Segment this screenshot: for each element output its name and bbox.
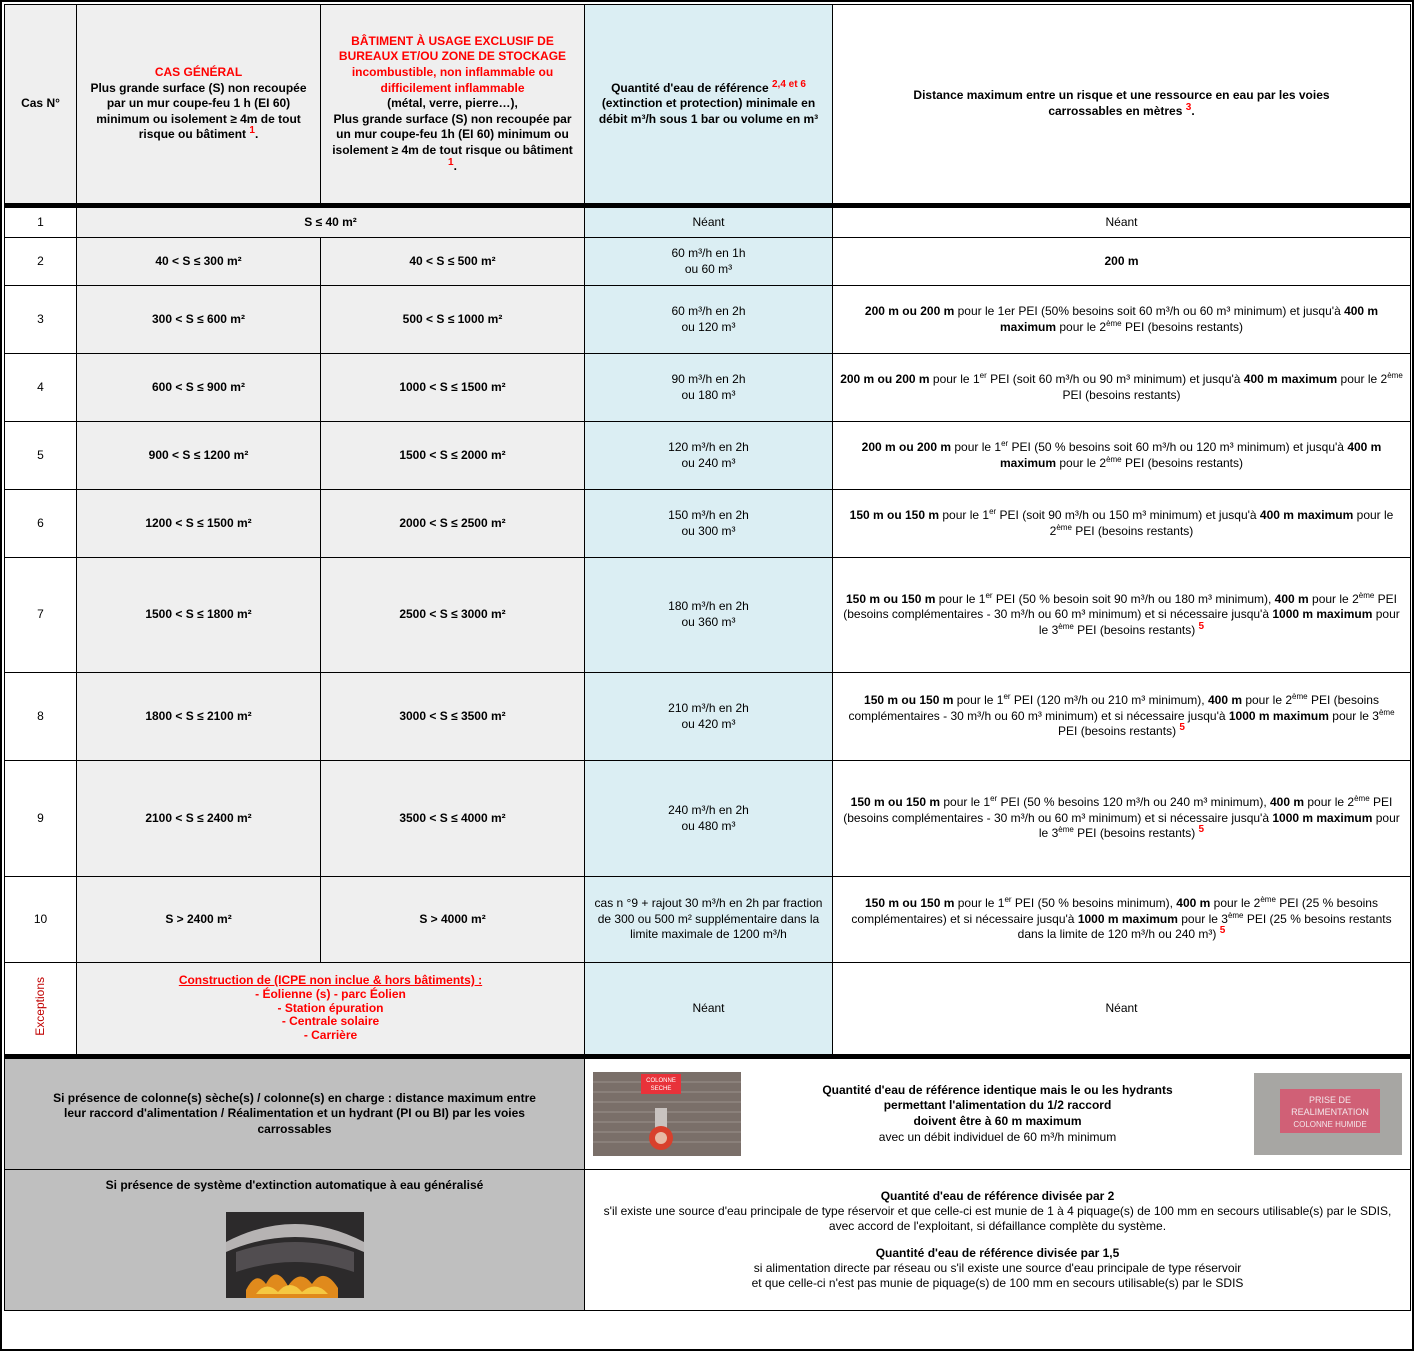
row-5-quantity-volume: ou 240 m³ xyxy=(681,455,736,470)
row-4-distance: 200 m ou 200 m pour le 1er PEI (soit 60 m³/h ou 90 m³ minimum) et jusqu'à 400 m maximum pour le 2ème PEI (besoins restants) xyxy=(833,354,1411,422)
row-1-number: 1 xyxy=(5,206,77,238)
footnote-5: 5 xyxy=(1219,925,1226,937)
footnote-5: 5 xyxy=(1198,824,1205,836)
row-3-surface-general: 300 < S ≤ 600 m² xyxy=(77,286,321,354)
row-5-surface-general: 900 < S ≤ 1200 m² xyxy=(77,422,321,490)
header-quantite-b: (extinction et protection) minimale en débit m³/h sous 1 bar ou volume en m³ xyxy=(598,96,819,126)
row-9-quantity-rate: 240 m³/h en 2h xyxy=(668,802,749,817)
row-4-quantity xyxy=(585,354,833,422)
header-bureaux-title: BÂTIMENT À USAGE EXCLUSIF DE BUREAUX ET/OU ZONE DE STOCKAGE incombustible, non inflammable ou difficilement inflammable xyxy=(338,33,567,95)
row-2-quantity-rate: 60 m³/h en 1h xyxy=(671,245,746,260)
footnote-3: 3 xyxy=(1185,102,1192,113)
table-row xyxy=(5,558,1411,673)
row-5-number: 5 xyxy=(5,422,77,490)
row-9-surface-general: 2100 < S ≤ 2400 m² xyxy=(77,761,321,877)
prise-realimentation-photo xyxy=(1254,1073,1402,1155)
row-9-distance: 150 m ou 150 m pour le 1er PEI (50 % besoins 120 m³/h ou 240 m³ minimum), 400 m pour le 2ème PEI (besoins complémentaires - 30 m³/h ou 60 m³ minimum) et si nécessaire jusqu'à 1000 m maximum pour le 3ème PEI (besoins restants) $^5$ xyxy=(833,761,1411,877)
header-row xyxy=(5,5,1411,206)
row-7-quantity xyxy=(585,558,833,673)
row-3-quantity-rate: 60 m³/h en 2h xyxy=(671,303,746,318)
photo1-label-2: SECHE xyxy=(650,1086,672,1092)
colonne-text xyxy=(741,1083,1254,1145)
header-quantite xyxy=(585,5,833,206)
extinction-condition-text: Si présence de système d'extinction automatique à eau généralisé xyxy=(105,1177,484,1192)
row-6-quantity xyxy=(585,490,833,558)
row-4-quantity-rate: 90 m³/h en 2h xyxy=(671,371,746,386)
row-5-quantity xyxy=(585,422,833,490)
row-7-quantity-volume: ou 360 m³ xyxy=(681,615,736,629)
header-cas-general-text: Plus grande surface (S) non recoupée par un mur coupe-feu 1 h (EI 60) minimum ou isolement ≥ 4m de tout risque ou bâtiment xyxy=(90,80,307,142)
row-9-quantity xyxy=(585,761,833,877)
colonne-condition: Si présence de colonne(s) sèche(s) / colonne(s) en charge : distance maximum entre leur raccord d'alimentation / Réalimentation et un hydrant (PI ou BI) par les voies carrossables xyxy=(5,1057,585,1170)
header-cas-general-title: CAS GÉNÉRAL xyxy=(154,65,243,80)
row-4-number: 4 xyxy=(5,354,77,422)
row-8-distance: 150 m ou 150 m pour le 1er PEI (120 m³/h ou 210 m³ minimum), 400 m pour le 2ème PEI (besoins complémentaires - 30 m³/h ou 60 m³ minimum) et si nécessaire jusqu'à 1000 m maximum pour le 3ème PEI (besoins restants) $^5$ xyxy=(833,673,1411,761)
extinction-half-condition: s'il existe une source d'eau principale de type réservoir et que celle-ci est munie de 1 à 4 piquage(s) de 100 mm en secours utilisable(s) par le SDIS, avec accord de l'exploitant, si défaillance complète du système. xyxy=(603,1204,1392,1233)
footnote-1: 1 xyxy=(249,125,255,137)
table-row xyxy=(5,354,1411,422)
header-bureaux: BÂTIMENT À USAGE EXCLUSIF DE BUREAUX ET/OU ZONE DE STOCKAGE incombustible, non inflammable ou difficilement inflammable (métal, verre, pierre…), Plus grande surface (S) non recoupée par un mur coupe-feu 1h (EI 60) minimum ou isolement ≥ 4m de tout risque ou bâtiment $^1$. xyxy=(321,5,585,206)
row-5-surface-bureaux: 1500 < S ≤ 2000 m² xyxy=(321,422,585,490)
colonne-requirement xyxy=(585,1057,1411,1170)
row-2-surface-general: 40 < S ≤ 300 m² xyxy=(77,238,321,286)
extinction-one-half-condition-a: si alimentation directe par réseau ou s'il existe une source d'eau principale de type réservoir xyxy=(753,1261,1242,1275)
extinction-one-half-condition-b: et que celle-ci n'est pas munie de piquage(s) de 100 mm en secours utilisable(s) par le SDIS xyxy=(751,1276,1244,1290)
exceptions-item: - Éolienne (s) - parc Éolien xyxy=(255,986,406,1001)
colonne-text-line: avec un débit individuel de 60 m³/h minimum xyxy=(878,1129,1117,1144)
extinction-requirement xyxy=(585,1170,1411,1311)
row-1-distance: Néant xyxy=(833,206,1411,238)
row-6-distance: 150 m ou 150 m pour le 1er PEI (soit 90 m³/h ou 150 m³ minimum) et jusqu'à 400 m maximum pour le 2ème PEI (besoins restants) xyxy=(833,490,1411,558)
row-3-surface-bureaux: 500 < S ≤ 1000 m² xyxy=(321,286,585,354)
header-distance: Distance maximum entre un risque et une ressource en eau par les voies carrossables en mètres $^3$. xyxy=(833,5,1411,206)
row-2-number: 2 xyxy=(5,238,77,286)
row-8-surface-general: 1800 < S ≤ 2100 m² xyxy=(77,673,321,761)
row-8-quantity-volume: ou 420 m³ xyxy=(681,716,736,731)
row-9-surface-bureaux: 3500 < S ≤ 4000 m² xyxy=(321,761,585,877)
row-3-quantity-volume: ou 120 m³ xyxy=(681,319,736,334)
exceptions-distance: Néant xyxy=(833,963,1411,1057)
colonne-text-line: permettant l'alimentation du 1/2 raccord xyxy=(883,1098,1112,1113)
exceptions-constructions xyxy=(77,963,585,1057)
table-row xyxy=(5,238,1411,286)
row-9-number: 9 xyxy=(5,761,77,877)
row-6-surface-bureaux: 2000 < S ≤ 2500 m² xyxy=(321,490,585,558)
exceptions-quantity: Néant xyxy=(585,963,833,1057)
row-6-quantity-volume: ou 300 m³ xyxy=(681,523,736,538)
row-9-quantity-volume: ou 480 m³ xyxy=(681,818,736,833)
table-row xyxy=(5,490,1411,558)
row-2-quantity xyxy=(585,238,833,286)
row-8-number: 8 xyxy=(5,673,77,761)
extinction-half: Quantité d'eau de référence divisée par 2 xyxy=(880,1189,1115,1203)
row-3-quantity xyxy=(585,286,833,354)
water-requirements-table xyxy=(4,4,1411,1311)
header-cas-general: CAS GÉNÉRAL Plus grande surface (S) non recoupée par un mur coupe-feu 1 h (EI 60) minimum ou isolement ≥ 4m de tout risque ou bâtiment $^1$. xyxy=(77,5,321,206)
row-8-surface-bureaux: 3000 < S ≤ 3500 m² xyxy=(321,673,585,761)
row-10-distance: 150 m ou 150 m pour le 1er PEI (50 % besoins minimum), 400 m pour le 2ème PEI (25 % besoins complémentaires) et si nécessaire jusqu'à 1000 m maximum pour le 3ème PEI (25 % besoins restants dans la limite de 120 m³/h ou 240 m³) $^5$ xyxy=(833,877,1411,963)
header-bureaux-text: Plus grande surface (S) non recoupée par un mur coupe-feu 1h (EI 60) minimum ou isolement ≥ 4m de tout risque ou bâtiment xyxy=(332,111,573,157)
row-10-surface-bureaux: S > 4000 m² xyxy=(321,877,585,963)
row-7-distance: 150 m ou 150 m pour le 1er PEI (50 % besoin soit 90 m³/h ou 180 m³ minimum), 400 m pour le 2ème PEI (besoins complémentaires - 30 m³/h ou 60 m³ minimum) et si nécessaire jusqu'à 1000 m maximum pour le 3ème PEI (besoins restants) $^5$ xyxy=(833,558,1411,673)
row-4-surface-general: 600 < S ≤ 900 m² xyxy=(77,354,321,422)
row-10-quantity: cas n °9 + rajout 30 m³/h en 2h par fraction de 300 ou 500 m² supplémentaire dans la limite maximale de 1200 m³/h xyxy=(585,877,833,963)
extinction-row xyxy=(5,1170,1411,1311)
row-7-surface-bureaux: 2500 < S ≤ 3000 m² xyxy=(321,558,585,673)
exceptions-item: - Station épuration xyxy=(277,1000,384,1015)
row-5-quantity-rate: 120 m³/h en 2h xyxy=(668,439,749,454)
row-3-distance: 200 m ou 200 m pour le 1er PEI (50% besoins soit 60 m³/h ou 60 m³ minimum) et jusqu'à 400 m maximum pour le 2ème PEI (besoins restants) xyxy=(833,286,1411,354)
table-row xyxy=(5,206,1411,238)
colonne-text-line: doivent être à 60 m maximum xyxy=(913,1114,1082,1128)
footnote-246: 2,4 et 6 xyxy=(772,78,806,90)
footnote-5: 5 xyxy=(1179,722,1185,734)
footnote-5: 5 xyxy=(1198,620,1205,632)
row-1-quantity: Néant xyxy=(585,206,833,238)
colonne-text-line: Quantité d'eau de référence identique mais le ou les hydrants xyxy=(822,1082,1173,1097)
photo1-label-1: COLONNE xyxy=(646,1078,676,1084)
photo2-label-1: PRISE DE xyxy=(1308,1095,1352,1105)
row-2-surface-bureaux: 40 < S ≤ 500 m² xyxy=(321,238,585,286)
table-row xyxy=(5,761,1411,877)
extinction-condition xyxy=(5,1170,585,1311)
exceptions-item: - Carrière xyxy=(303,1028,358,1043)
row-6-quantity-rate: 150 m³/h en 2h xyxy=(668,507,749,522)
row-3-number: 3 xyxy=(5,286,77,354)
row-7-quantity-rate: 180 m³/h en 2h xyxy=(668,599,749,614)
footnote-1b: 1 xyxy=(448,156,454,168)
row-2-quantity-volume: ou 60 m³ xyxy=(684,261,733,276)
header-cas-no: Cas N° xyxy=(5,5,77,206)
exceptions-item: - Centrale solaire xyxy=(281,1014,380,1029)
colonne-row xyxy=(5,1057,1411,1170)
header-quantite-a: Quantité d'eau de référence xyxy=(611,80,769,95)
header-bureaux-mid: (métal, verre, pierre…), xyxy=(387,96,518,111)
row-4-quantity-volume: ou 180 m³ xyxy=(681,387,736,402)
row-8-quantity xyxy=(585,673,833,761)
row-10-number: 10 xyxy=(5,877,77,963)
row-2-distance: 200 m xyxy=(833,238,1411,286)
row-6-surface-general: 1200 < S ≤ 1500 m² xyxy=(77,490,321,558)
exceptions-label-cell xyxy=(5,963,77,1057)
extinction-one-half: Quantité d'eau de référence divisée par 1,5 xyxy=(875,1246,1120,1260)
row-6-number: 6 xyxy=(5,490,77,558)
table-row xyxy=(5,422,1411,490)
row-5-distance: 200 m ou 200 m pour le 1er PEI (50 % besoins soit 60 m³/h ou 120 m³ minimum) et jusqu'à 400 m maximum pour le 2ème PEI (besoins restants) xyxy=(833,422,1411,490)
row-10-surface-general: S > 2400 m² xyxy=(77,877,321,963)
photo2-label-2: REALIMENTATION xyxy=(1291,1107,1369,1117)
row-7-number: 7 xyxy=(5,558,77,673)
exceptions-row xyxy=(5,963,1411,1057)
colonne-seche-photo xyxy=(593,1072,741,1156)
table-row xyxy=(5,673,1411,761)
table-row xyxy=(5,286,1411,354)
row-4-surface-bureaux: 1000 < S ≤ 1500 m² xyxy=(321,354,585,422)
row-1-surface: S ≤ 40 m² xyxy=(77,206,585,238)
header-distance-text: Distance maximum entre un risque et une ressource en eau par les voies carrossables en mètres xyxy=(913,88,1330,118)
photo2-label-3: COLONNE HUMIDE xyxy=(1293,1120,1367,1129)
row-8-quantity-rate: 210 m³/h en 2h xyxy=(668,700,749,715)
exceptions-label: Exceptions xyxy=(32,976,47,1036)
table-row xyxy=(5,877,1411,963)
row-7-surface-general: 1500 < S ≤ 1800 m² xyxy=(77,558,321,673)
exceptions-title: Construction de (ICPE non inclue & hors bâtiments) : xyxy=(178,973,483,987)
sprinkler-fire-photo xyxy=(226,1212,364,1298)
